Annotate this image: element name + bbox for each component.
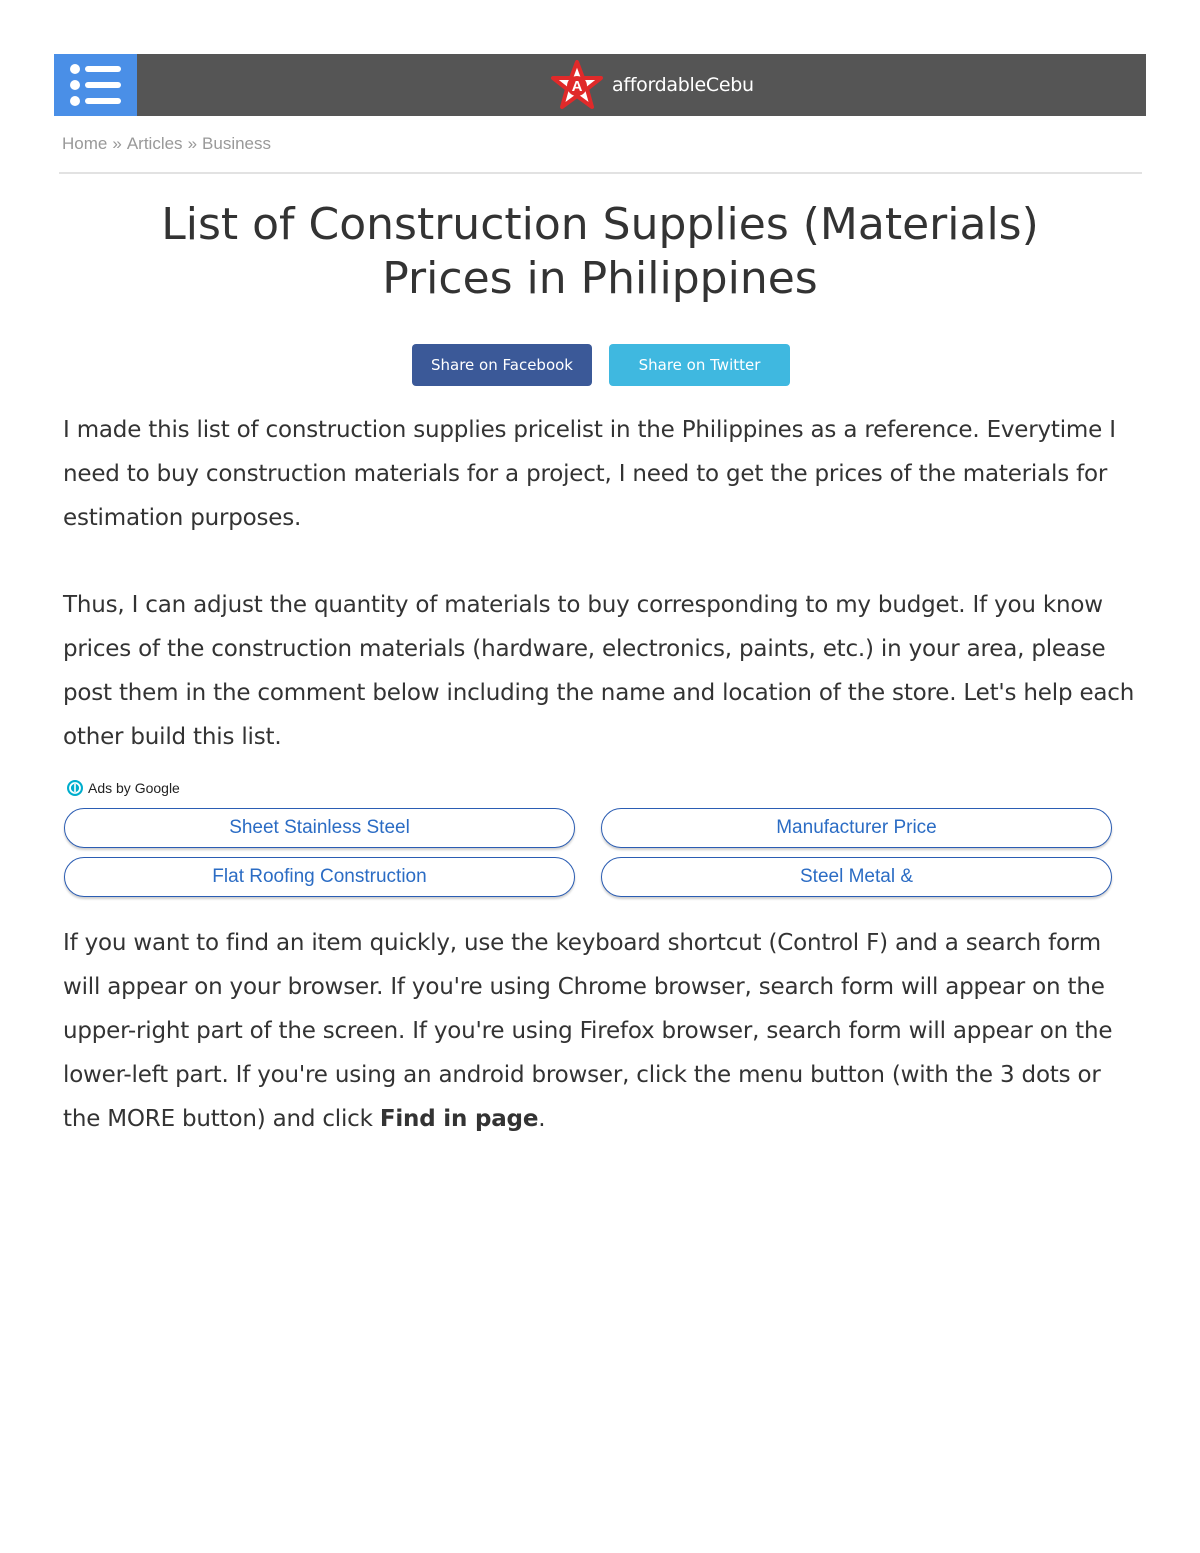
brand-link[interactable]	[550, 60, 754, 110]
menu-button[interactable]	[54, 54, 137, 116]
ads-info-icon	[66, 779, 84, 797]
ad-link-steel-metal[interactable]: Steel Metal &	[601, 857, 1112, 897]
find-in-page-label: Find in page	[379, 1106, 539, 1132]
search-tip-end: .	[538, 1106, 546, 1132]
ads-label-text: Ads by Google	[88, 780, 180, 796]
breadcrumb-articles[interactable]: Articles	[126, 134, 183, 153]
divider	[59, 172, 1142, 174]
ad-link-flat-roofing-construction[interactable]: Flat Roofing Construction	[64, 857, 575, 897]
logo-letter: A	[571, 78, 583, 95]
star-logo-icon	[550, 60, 604, 110]
breadcrumb	[62, 134, 271, 154]
page-title-line1: List of Construction Supplies (Materials)	[161, 199, 1039, 250]
ads-label[interactable]	[66, 779, 180, 797]
intro-paragraph: I made this list of construction supplies pricelist in the Philippines as a reference. Everytime I need to buy construction materials for a project, I need to get the prices of the materials for estimation purposes.	[63, 417, 1116, 531]
search-tip-text: If you want to find an item quickly, use the keyboard shortcut (Control F) and a search form will appear on your browser. If you're using Chrome browser, search form will appear on the upper-right part of the screen. If you're using Firefox browser, search form will appear on the lower-left part. If you're using an android browser, click the menu button (with the 3 dots or the MORE button) and click	[63, 930, 1113, 1132]
list-menu-icon	[68, 61, 124, 109]
breadcrumb-separator: »	[187, 134, 198, 153]
page-title-line2: Prices in Philippines	[382, 253, 818, 304]
site-header	[54, 54, 1146, 116]
budget-paragraph: Thus, I can adjust the quantity of materials to buy corresponding to my budget. If you know prices of the construction materials (hardware, electronics, paints, etc.) in your area, please post them in the comment below including the name and location of the store. Let's help each other build this list.	[63, 592, 1135, 750]
share-facebook-button[interactable]: Share on Facebook	[412, 344, 592, 386]
breadcrumb-separator: »	[112, 134, 122, 153]
page-title	[60, 198, 1140, 306]
ad-link-manufacturer-price[interactable]: Manufacturer Price	[601, 808, 1112, 848]
search-tip-paragraph	[63, 921, 1143, 1141]
breadcrumb-home[interactable]: Home	[62, 134, 108, 153]
share-twitter-button[interactable]: Share on Twitter	[609, 344, 790, 386]
breadcrumb-business[interactable]: Business	[202, 134, 272, 153]
brand-name: affordableCebu	[612, 74, 754, 96]
ad-link-sheet-stainless-steel[interactable]: Sheet Stainless Steel	[64, 808, 575, 848]
